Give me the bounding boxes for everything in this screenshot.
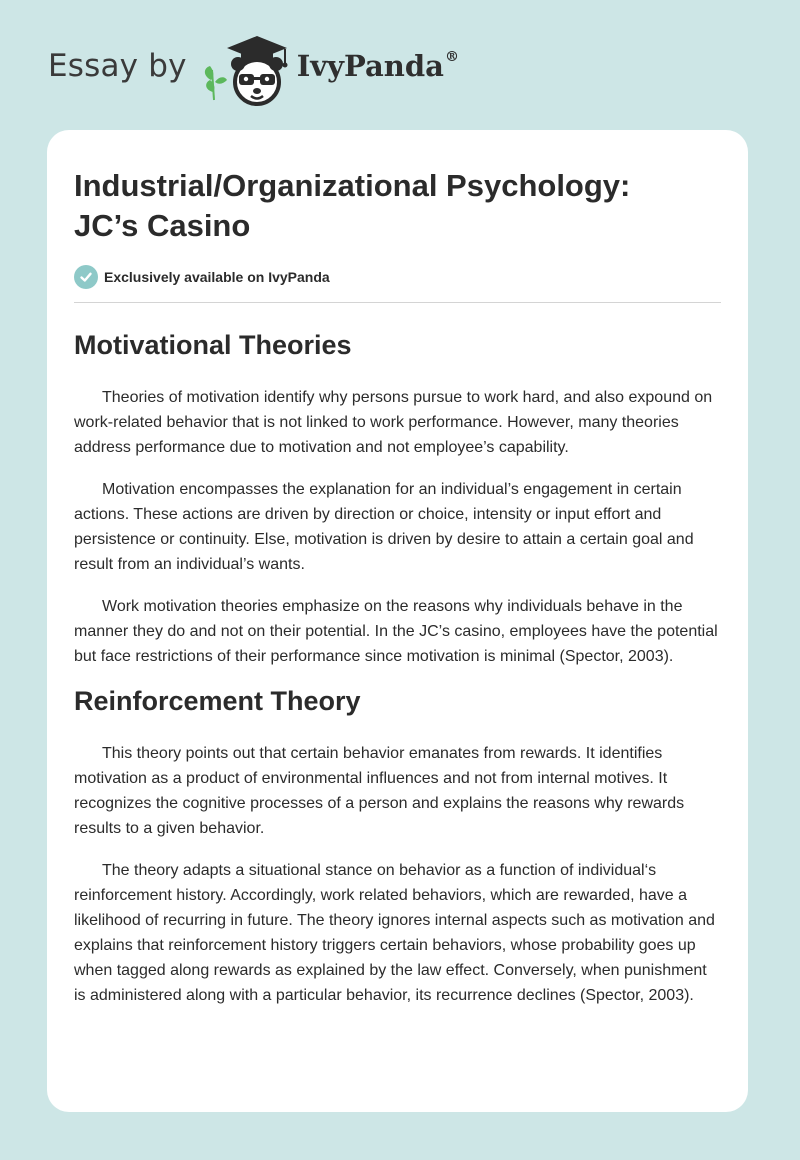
brand-name[interactable] bbox=[297, 49, 459, 83]
section-heading-reinforcement-theory: Reinforcement Theory bbox=[74, 686, 361, 716]
site-header bbox=[48, 30, 459, 110]
paragraph: Theories of motivation identify why persons pursue to work hard, and also expound on work-related behavior that is not linked to work performance. However, many theories address performance due to motivation and not employee’s capability. bbox=[74, 389, 713, 456]
section-body-motivational-theories bbox=[74, 385, 721, 669]
brand-text: IvyPanda bbox=[296, 49, 444, 83]
article-card bbox=[47, 130, 748, 1112]
exclusive-badge bbox=[74, 265, 721, 303]
paragraph: The theory adapts a situational stance on behavior as a function of individual‘s reinforcement history. Accordingly, work related behaviors, which are rewarded, have a likelihood of recurring in future. The theory ignores internal aspects such as motivation and explains that reinforcement history triggers certain behaviors, whose probability goes up when tagged along rewards as explained by the law effect. Conversely, when punishment is administered along with a particular behavior, its recurrence declines (Spector, 2003). bbox=[74, 862, 715, 1004]
panda-graduate-logo-icon[interactable] bbox=[201, 30, 293, 110]
paragraph: This theory points out that certain behavior emanates from rewards. It identifies motivation as a product of environmental influences and not from internal motives. It recognizes the cognitive processes of a person and explains the reasons why rewards results to a given behavior. bbox=[74, 745, 685, 837]
section-heading-motivational-theories: Motivational Theories bbox=[74, 330, 352, 360]
paragraph: Work motivation theories emphasize on the reasons why individuals behave in the manner they do and not on their potential. In the JC’s casino, employees have the potential but face restrictions of their performance since motivation is minimal (Spector, 2003). bbox=[74, 598, 718, 665]
registered-mark: ® bbox=[444, 49, 459, 66]
essay-by-label: Essay by bbox=[48, 48, 187, 84]
ivy-leaf-icon bbox=[205, 66, 227, 100]
paragraph: Motivation encompasses the explanation for an individual’s engagement in certain actions. These actions are driven by direction or choice, intensity or input effort and persistence or continuity. Else, motivation is driven by desire to attain a certain goal and result from an individual’s wants. bbox=[74, 481, 694, 573]
title-line-2: JC’s Casino bbox=[74, 208, 251, 243]
check-circle-icon bbox=[74, 265, 98, 289]
section-body-reinforcement-theory bbox=[74, 741, 721, 1008]
article-title bbox=[74, 166, 721, 246]
exclusive-badge-label: Exclusively available on IvyPanda bbox=[104, 269, 330, 285]
title-line-1: Industrial/Organizational Psychology: bbox=[74, 168, 631, 203]
